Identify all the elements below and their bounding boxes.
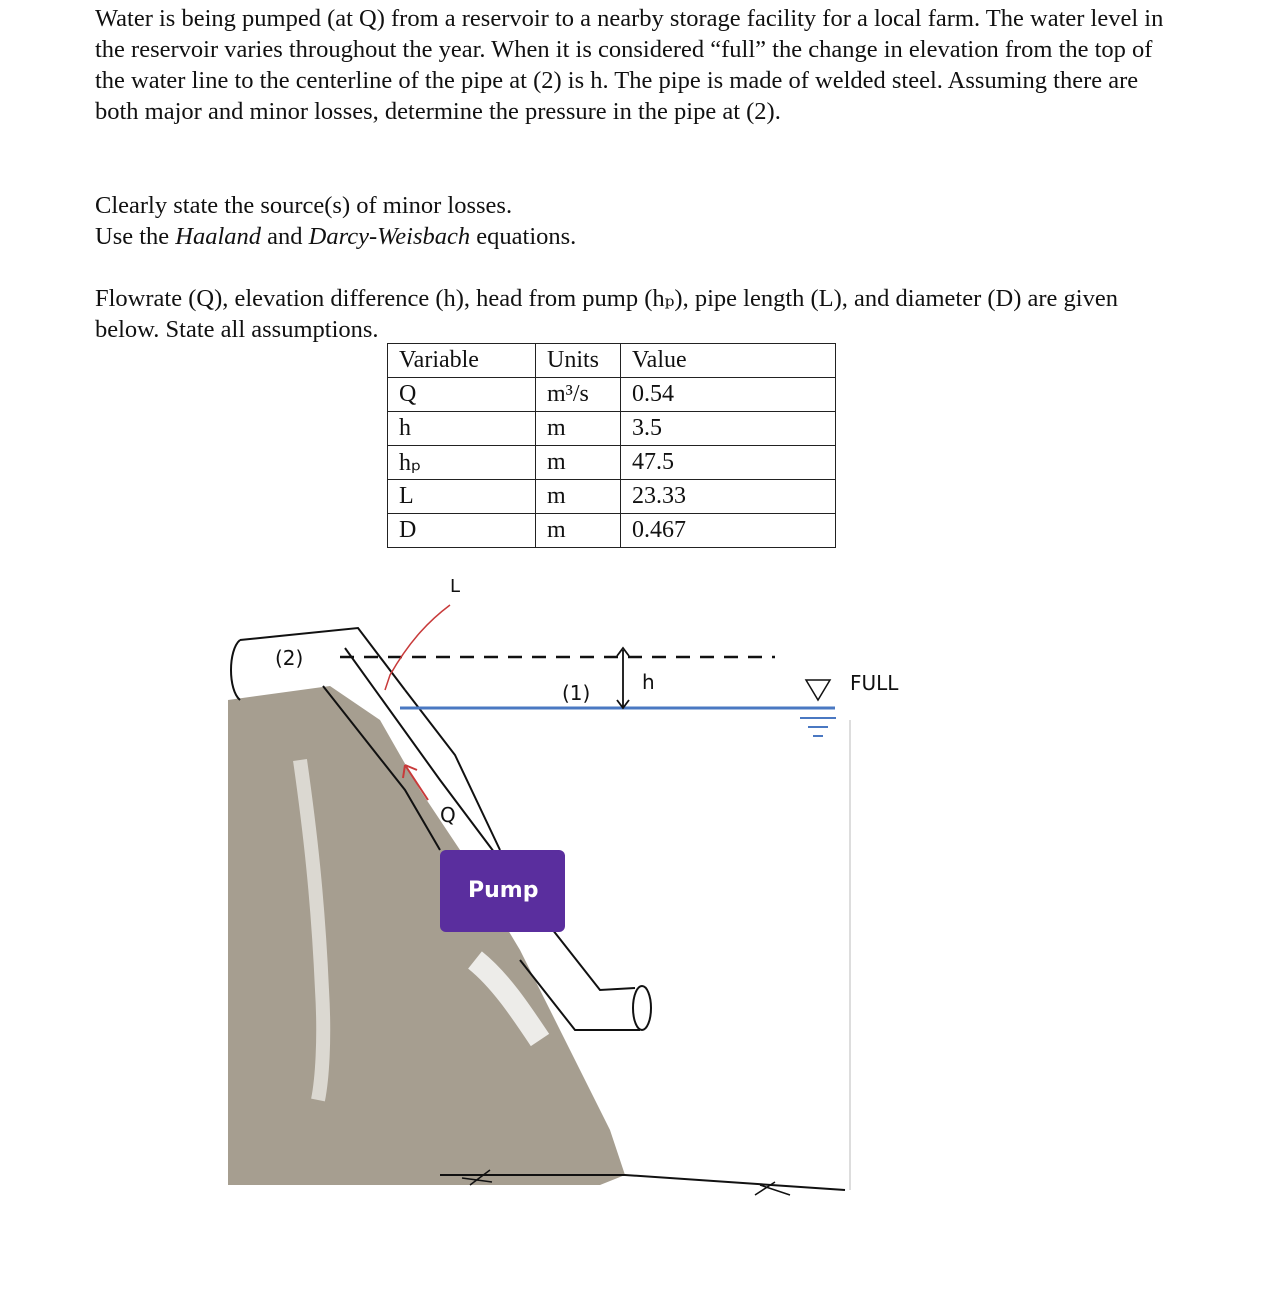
header-units: Units [536, 344, 621, 378]
row-units: m [536, 412, 621, 446]
row-units: m [536, 514, 621, 548]
water-surface-icon [806, 680, 830, 700]
row-units: m [536, 446, 621, 480]
instruction-equations-pre: Use the [95, 223, 176, 250]
row-value: 3.5 [621, 412, 836, 446]
pipe-inlet-end [633, 986, 651, 1030]
darcy-weisbach-term: Darcy-Weisbach [308, 223, 471, 250]
instruction-minor-losses: Clearly state the source(s) of minor losses. [95, 192, 513, 219]
row-variable: Q [388, 378, 536, 412]
label-point-1: (1) [562, 681, 591, 705]
pipe-outlet-end [231, 640, 240, 700]
haaland-term: Haaland [175, 223, 262, 250]
label-L: L [450, 576, 461, 597]
instruction-equations-and: and [261, 223, 309, 250]
label-pump: Pump [468, 878, 539, 903]
row-value: 0.467 [621, 514, 836, 548]
pipe-top-wall [240, 628, 405, 690]
row-variable: h [388, 412, 536, 446]
row-variable: D [388, 514, 536, 548]
row-variable: hₚ [388, 446, 536, 480]
label-Q: Q [440, 803, 456, 827]
header-variable: Variable [388, 344, 536, 378]
row-value: 47.5 [621, 446, 836, 480]
row-value: 23.33 [621, 480, 836, 514]
instruction-equations-post: equations. [470, 223, 577, 250]
row-units: m [536, 480, 621, 514]
row-units: m³/s [536, 378, 621, 412]
h-dimension-arrow [617, 648, 629, 708]
given-statement: Flowrate (Q), elevation difference (h), head from pump (hₚ), pipe length (L), and diameter (D) are given below. State all assumptions. [95, 285, 1118, 343]
row-variable: L [388, 480, 536, 514]
row-value: 0.54 [621, 378, 836, 412]
header-value: Value [621, 344, 836, 378]
label-full: FULL [850, 671, 899, 695]
label-point-2: (2) [275, 646, 304, 670]
problem-statement: Water is being pumped (at Q) from a reservoir to a nearby storage facility for a local farm. The water level in the reservoir varies throughout the year. When it is considered “full” the change in elevation from the top of the water line to the centerline of the pipe at (2) is h. The pipe is made of welded steel. Assuming there are both major and minor losses, determine the pressure in the pipe at (2). [95, 5, 1164, 125]
label-h: h [642, 670, 655, 694]
